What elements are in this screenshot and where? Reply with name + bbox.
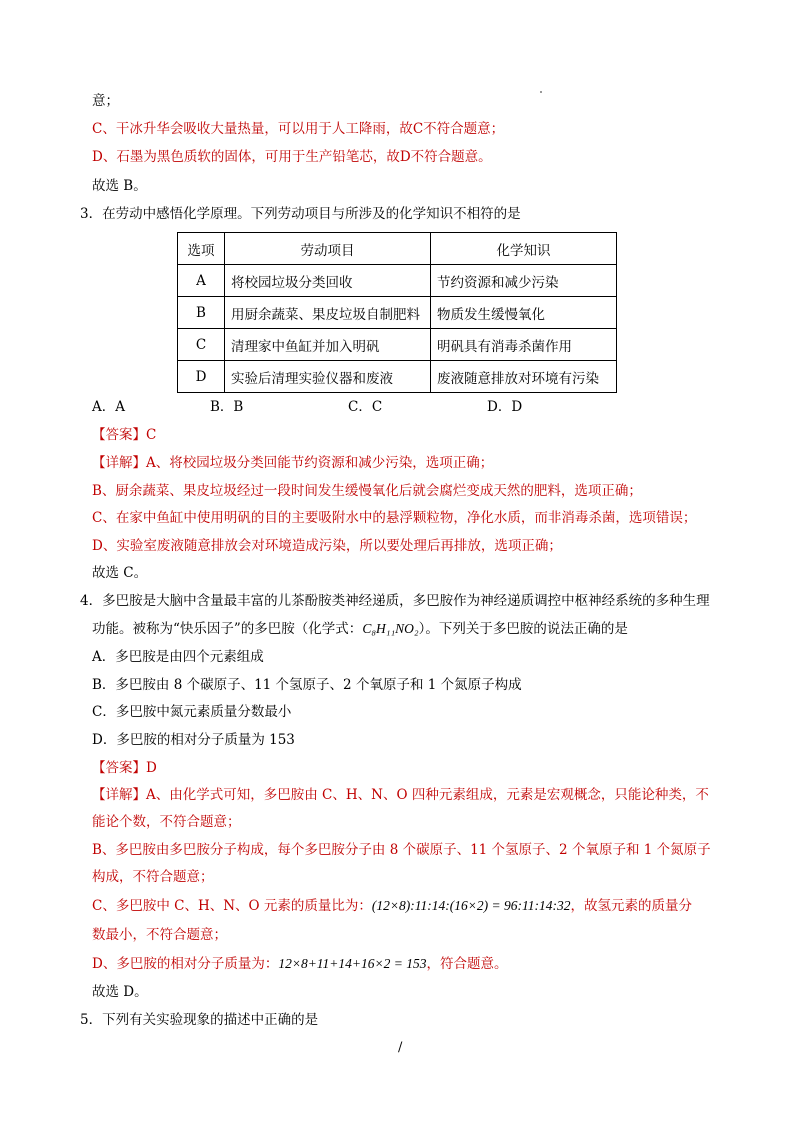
table-cell: 明矾具有消毒杀菌作用 (431, 329, 617, 361)
explain-label: 【详解】 (92, 787, 146, 803)
table-row (178, 297, 617, 329)
explain-text: C、多巴胺中 C、H、N、O 元素的质量比为： (92, 898, 372, 914)
table-header-cell: 选项 (178, 233, 225, 265)
prev-line-2: C、干冰升华会吸收大量热量，可以用于人工降雨，故C不符合题意； (92, 121, 505, 137)
chemical-formula: C₈H₁₁NO₂ (362, 621, 419, 636)
q4-explain-b-2: 构成，不符合题意； (92, 869, 214, 885)
q4-stem-1: 4．多巴胺是大脑中含量最丰富的儿茶酚胺类神经递质，多巴胺作为神经递质调控中枢神经系统的多种生理 (80, 593, 710, 609)
answer-value: C (146, 427, 157, 443)
stem-text: ）。下列关于多巴胺的说法正确的是 (418, 621, 628, 637)
q3-explain-d: D、实验室废液随意排放会对环境造成污染，所以要处理后再排放，选项正确； (92, 538, 562, 554)
explain-label: 【详解】 (92, 455, 146, 471)
table-header-cell: 劳动项目 (225, 233, 431, 265)
table-cell: B (178, 297, 225, 329)
q3-explain-c: C、在家中鱼缸中使用明矾的目的主要吸附水中的悬浮颗粒物，净化水质，而非消毒杀菌，选项错误； (92, 510, 697, 526)
stem-text: 功能。被称为“快乐因子”的多巴胺（化学式： (92, 621, 363, 637)
prev-line-1: 意； (92, 93, 119, 109)
scan-dot (540, 91, 542, 93)
page-number: / (398, 1040, 403, 1055)
table-row (178, 361, 617, 393)
prev-line-3: D、石墨为黑色质软的固体，可用于生产铅笔芯，故D不符合题意。 (92, 149, 492, 165)
mass-ratio-equation: (12×8):11:14:(16×2) = 96:11:14:32 (371, 898, 571, 913)
q4-option-c: C．多巴胺中氮元素质量分数最小 (92, 704, 292, 720)
q4-conclusion: 故选 D。 (92, 984, 148, 1000)
choice-c: C．C (348, 399, 383, 415)
table-row (178, 329, 617, 361)
choice-b: B．B (210, 399, 244, 415)
table-header-cell: 化学知识 (431, 233, 617, 265)
q4-answer (92, 758, 157, 778)
explain-text: A、由化学式可知，多巴胺由 C、H、N、O 四种元素组成，元素是宏观概念，只能论种类，不 (146, 787, 709, 803)
q4-option-b: B．多巴胺由 8 个碳原子、11 个氢原子、2 个氧原子和 1 个氮原子构成 (92, 677, 522, 693)
q4-option-d: D．多巴胺的相对分子质量为 153 (92, 732, 295, 748)
explain-text: D、多巴胺的相对分子质量为： (92, 956, 279, 972)
table-cell: 用厨余蔬菜、果皮垃圾自制肥料 (225, 297, 431, 329)
q3-stem: 3．在劳动中感悟化学原理。下列劳动项目与所涉及的化学知识不相符的是 (80, 206, 521, 222)
table-header-row (178, 233, 617, 265)
q4-explain-b-1: B、多巴胺由多巴胺分子构成，每个多巴胺分子由 8 个碳原子、11 个氢原子、2 个氧原子和 1 个氮原子 (92, 842, 711, 858)
explain-text: A、将校园垃圾分类回能节约资源和减少污染，选项正确； (146, 455, 494, 471)
q3-explain-a (92, 453, 493, 473)
q4-explain-c-2: 数最小，不符合题意； (92, 927, 227, 943)
q4-stem-2 (92, 619, 628, 639)
explain-text: ，符合题意。 (426, 956, 508, 972)
q3-table (177, 232, 617, 393)
table-cell: 实验后清理实验仪器和废液 (225, 361, 431, 393)
answer-value: D (146, 760, 157, 776)
q3-conclusion: 故选 C。 (92, 565, 148, 581)
table-cell: 节约资源和减少污染 (431, 265, 617, 297)
table-cell: 物质发生缓慢氧化 (431, 297, 617, 329)
table-cell: 将校园垃圾分类回收 (225, 265, 431, 297)
table-cell: 清理家中鱼缸并加入明矾 (225, 329, 431, 361)
explain-text: ，故氢元素的质量分 (570, 898, 692, 914)
q4-explain-d-1 (92, 954, 508, 974)
table-cell: A (178, 265, 225, 297)
q3-answer (92, 425, 156, 445)
choice-d: D．D (487, 399, 523, 415)
table-row (178, 265, 617, 297)
prev-conclusion: 故选 B。 (92, 178, 147, 194)
answer-label: 【答案】 (92, 427, 146, 443)
q4-explain-c-1 (92, 896, 692, 916)
q4-option-a: A．多巴胺是由四个元素组成 (92, 649, 264, 665)
q4-explain-a-1 (92, 785, 709, 805)
answer-label: 【答案】 (92, 760, 146, 776)
table-cell: C (178, 329, 225, 361)
q5-stem: 5．下列有关实验现象的描述中正确的是 (80, 1012, 319, 1028)
q4-explain-a-2: 能论个数，不符合题意； (92, 814, 241, 830)
molar-mass-equation: 12×8+11+14+16×2 = 153 (278, 956, 427, 971)
q3-explain-b: B、厨余蔬菜、果皮垃圾经过一段时间发生缓慢氧化后就会腐烂变成天然的肥料，选项正确； (92, 483, 642, 499)
choice-a: A．A (92, 399, 125, 415)
table-cell: 废液随意排放对环境有污染 (431, 361, 617, 393)
table-cell: D (178, 361, 225, 393)
